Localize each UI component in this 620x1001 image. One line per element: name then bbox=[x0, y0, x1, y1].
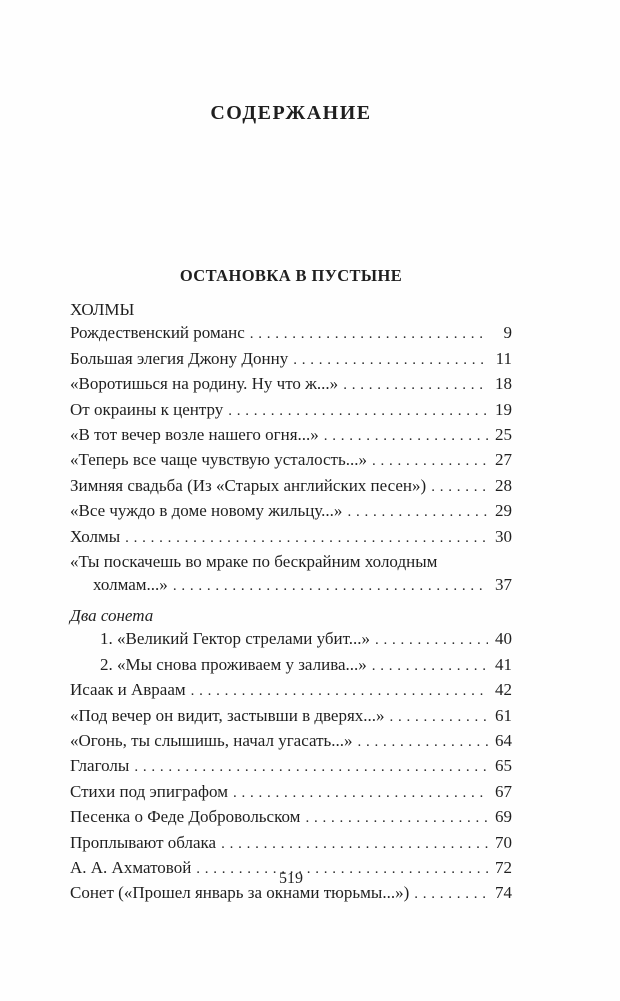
toc-entry bbox=[70, 398, 512, 423]
dot-leader bbox=[293, 347, 488, 372]
toc-entry bbox=[70, 831, 512, 856]
entry-title: От окраины к центру bbox=[70, 399, 224, 419]
page-number-footer: 519 bbox=[279, 870, 303, 887]
entry-page-number: 11 bbox=[495, 348, 512, 368]
toc-list bbox=[70, 321, 512, 906]
entry-page-number: 67 bbox=[495, 781, 512, 801]
entry-title: «Воротишься на родину. Ну что ж...» bbox=[70, 374, 339, 394]
entry-title: Глаголы bbox=[70, 756, 130, 776]
entry-page-number: 69 bbox=[495, 807, 512, 827]
dot-leader bbox=[173, 573, 488, 598]
entry-title: Песенка о Феде Добровольском bbox=[70, 807, 301, 827]
entry-page-number: 61 bbox=[495, 705, 512, 725]
entry-page-number: 30 bbox=[495, 526, 512, 546]
dot-leader bbox=[347, 499, 488, 524]
entry-page-number: 40 bbox=[495, 629, 512, 649]
entry-page-number: 27 bbox=[495, 450, 512, 470]
toc-entry bbox=[70, 474, 512, 499]
toc-entry bbox=[70, 678, 512, 703]
entry-title: Два сонета bbox=[70, 605, 154, 625]
entry-title: А. А. Ахматовой bbox=[70, 857, 192, 877]
toc-entry bbox=[70, 347, 512, 372]
entry-title: Исаак и Авраам bbox=[70, 680, 186, 700]
entry-title: Сонет («Прошел январь за окнами тюрьмы...») bbox=[70, 883, 410, 903]
entry-page-number: 18 bbox=[495, 374, 512, 394]
toc-entry bbox=[70, 550, 512, 573]
entry-page-number: 9 bbox=[503, 323, 512, 343]
dot-leader bbox=[343, 372, 488, 397]
dot-leader bbox=[431, 474, 488, 499]
entry-page-number: 25 bbox=[495, 425, 512, 445]
entry-title: «В тот вечер возле нашего огня...» bbox=[70, 425, 319, 445]
toc-entry bbox=[70, 780, 512, 805]
entry-title: Рождественский романс bbox=[70, 323, 245, 343]
dot-leader bbox=[372, 448, 488, 473]
dot-leader bbox=[375, 627, 488, 652]
entry-page-number: 42 bbox=[495, 680, 512, 700]
section-heading: ОСТАНОВКА В ПУСТЫНЕ bbox=[179, 266, 403, 285]
entry-title: Большая элегия Джону Донну bbox=[70, 348, 289, 368]
toc-entry bbox=[70, 729, 512, 754]
dot-leader bbox=[250, 321, 488, 346]
entry-page-number: 28 bbox=[495, 475, 512, 495]
entry-title: «Теперь все чаще чувствую усталость...» bbox=[70, 450, 367, 470]
dot-leader bbox=[125, 525, 488, 550]
toc-entry bbox=[70, 321, 512, 346]
subsection-heading: ХОЛМЫ bbox=[70, 300, 135, 319]
dot-leader bbox=[358, 729, 488, 754]
entry-page-number: 74 bbox=[495, 883, 512, 903]
toc-entry bbox=[70, 423, 512, 448]
contents-title: СОДЕРЖАНИЕ bbox=[210, 102, 372, 124]
entry-page-number: 70 bbox=[495, 832, 512, 852]
dot-leader bbox=[134, 754, 488, 779]
toc-entry bbox=[70, 805, 512, 830]
dot-leader bbox=[372, 653, 488, 678]
entry-title: Проплывают облака bbox=[70, 832, 217, 852]
dot-leader bbox=[305, 805, 488, 830]
dot-leader bbox=[324, 423, 488, 448]
toc-entry bbox=[70, 499, 512, 524]
dot-leader bbox=[191, 678, 488, 703]
entry-title: «Огонь, ты слышишь, начал угасать...» bbox=[70, 730, 353, 750]
entry-title: 1. «Великий Гектор стрелами убит...» bbox=[100, 629, 371, 649]
entry-title: «Все чуждо в доме новому жильцу...» bbox=[70, 501, 343, 521]
entry-page-number: 29 bbox=[495, 501, 512, 521]
entry-page-number: 72 bbox=[495, 857, 512, 877]
toc-entry bbox=[70, 754, 512, 779]
dot-leader bbox=[228, 398, 488, 423]
toc-entry bbox=[70, 627, 512, 652]
entry-title: Холмы bbox=[70, 526, 121, 546]
toc-entry bbox=[70, 604, 512, 627]
entry-page-number: 37 bbox=[495, 575, 512, 595]
dot-leader bbox=[221, 831, 488, 856]
entry-title: «Ты поскачешь во мраке по бескрайним холодным bbox=[70, 552, 438, 572]
entry-title: 2. «Мы снова проживаем у залива...» bbox=[100, 654, 367, 674]
toc-entry bbox=[70, 448, 512, 473]
toc-entry bbox=[70, 653, 512, 678]
entry-title: Стихи под эпиграфом bbox=[70, 781, 228, 801]
dot-leader bbox=[233, 780, 488, 805]
toc-entry bbox=[70, 525, 512, 550]
toc-entry bbox=[70, 573, 512, 598]
entry-page-number: 64 bbox=[495, 730, 512, 750]
entry-page-number: 41 bbox=[495, 654, 512, 674]
toc-entry bbox=[70, 704, 512, 729]
entry-page-number: 19 bbox=[495, 399, 512, 419]
entry-page-number: 65 bbox=[495, 756, 512, 776]
dot-leader bbox=[390, 704, 488, 729]
entry-title: «Под вечер он видит, застывши в дверях...» bbox=[70, 705, 385, 725]
toc-entry bbox=[70, 372, 512, 397]
entry-title: холмам...» bbox=[93, 575, 168, 595]
entry-title: Зимняя свадьба (Из «Старых английских песен») bbox=[70, 475, 427, 495]
